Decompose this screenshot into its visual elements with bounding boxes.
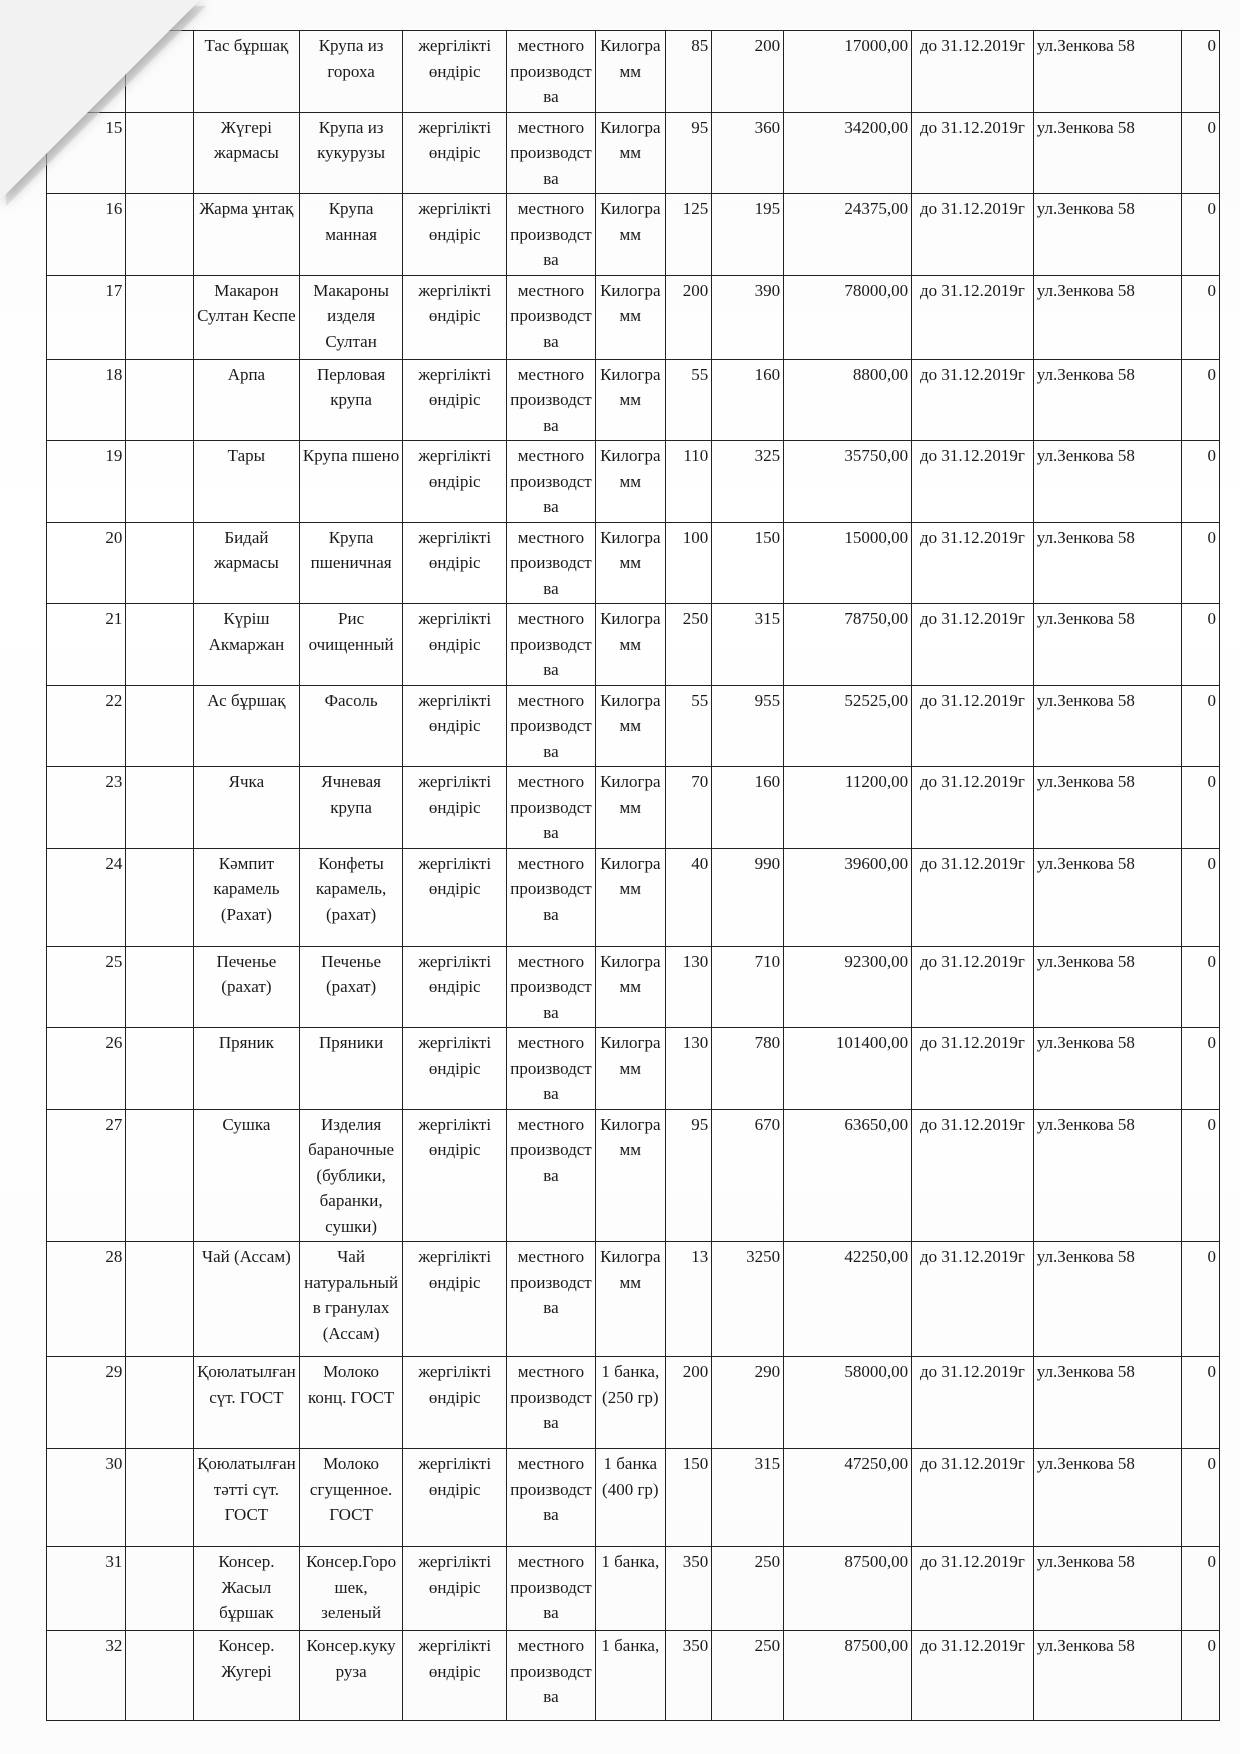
quantity: 200: [665, 275, 712, 359]
unit: Килограмм: [595, 441, 665, 523]
name-ru: Крупа из кукурузы: [299, 112, 403, 194]
origin-kz: жергілікті өндіріс: [403, 1109, 507, 1242]
last-value: 0: [1181, 112, 1219, 194]
unit-price: 200: [712, 31, 784, 113]
row-number: 23: [47, 767, 126, 849]
origin-ru: местного производства: [507, 194, 596, 276]
row-number: 24: [47, 848, 126, 946]
origin-ru: местного производства: [507, 848, 596, 946]
blank-cell: [126, 1028, 194, 1110]
name-ru: Фасоль: [299, 685, 403, 767]
last-value: 0: [1181, 604, 1219, 686]
row-number: 32: [47, 1631, 126, 1721]
origin-ru: местного производства: [507, 1547, 596, 1631]
origin-ru: местного производства: [507, 275, 596, 359]
last-value: 0: [1181, 1449, 1219, 1547]
row-number: 17: [47, 275, 126, 359]
total-sum: 35750,00: [784, 441, 912, 523]
deadline: до 31.12.2019г: [912, 1242, 1034, 1357]
origin-kz: жергілікті өндіріс: [403, 1242, 507, 1357]
name-kz: Қоюлатылған тәтті сүт. ГОСТ: [194, 1449, 300, 1547]
deadline: до 31.12.2019г: [912, 848, 1034, 946]
table-row: [47, 946, 1220, 1028]
total-sum: 17000,00: [784, 31, 912, 113]
quantity: 250: [665, 604, 712, 686]
delivery-address: ул.Зенкова 58: [1033, 848, 1181, 946]
name-ru: Печенье (рахат): [299, 946, 403, 1028]
unit: Килограмм: [595, 359, 665, 441]
deadline: до 31.12.2019г: [912, 194, 1034, 276]
origin-ru: местного производства: [507, 685, 596, 767]
blank-cell: [126, 1449, 194, 1547]
deadline: до 31.12.2019г: [912, 1028, 1034, 1110]
blank-cell: [126, 848, 194, 946]
row-number: 31: [47, 1547, 126, 1631]
unit-price: 360: [712, 112, 784, 194]
table-row: [47, 1631, 1220, 1721]
origin-ru: местного производства: [507, 946, 596, 1028]
blank-cell: [126, 685, 194, 767]
total-sum: 8800,00: [784, 359, 912, 441]
origin-kz: жергілікті өндіріс: [403, 685, 507, 767]
quantity: 95: [665, 1109, 712, 1242]
quantity: 110: [665, 441, 712, 523]
deadline: до 31.12.2019г: [912, 1449, 1034, 1547]
origin-kz: жергілікті өндіріс: [403, 522, 507, 604]
unit-price: 955: [712, 685, 784, 767]
table-row: [47, 685, 1220, 767]
total-sum: 34200,00: [784, 112, 912, 194]
blank-cell: [126, 946, 194, 1028]
unit-price: 160: [712, 767, 784, 849]
unit: Килограмм: [595, 194, 665, 276]
quantity: 350: [665, 1547, 712, 1631]
name-kz: Консер. Жасыл бұршак: [194, 1547, 300, 1631]
delivery-address: ул.Зенкова 58: [1033, 946, 1181, 1028]
quantity: 130: [665, 1028, 712, 1110]
unit: 1 банка (400 гр): [595, 1449, 665, 1547]
last-value: 0: [1181, 848, 1219, 946]
total-sum: 63650,00: [784, 1109, 912, 1242]
table-row: [47, 31, 1220, 113]
name-ru: Крупа пшено: [299, 441, 403, 523]
last-value: 0: [1181, 685, 1219, 767]
row-number: 16: [47, 194, 126, 276]
unit: Килограмм: [595, 767, 665, 849]
table-row: [47, 1357, 1220, 1449]
origin-ru: местного производства: [507, 359, 596, 441]
total-sum: 15000,00: [784, 522, 912, 604]
total-sum: 92300,00: [784, 946, 912, 1028]
last-value: 0: [1181, 522, 1219, 604]
delivery-address: ул.Зенкова 58: [1033, 685, 1181, 767]
unit: Килограмм: [595, 522, 665, 604]
origin-ru: местного производства: [507, 1028, 596, 1110]
name-kz: Ас бұршақ: [194, 685, 300, 767]
total-sum: 87500,00: [784, 1547, 912, 1631]
delivery-address: ул.Зенкова 58: [1033, 1028, 1181, 1110]
blank-cell: [126, 275, 194, 359]
name-ru: Молоко сгущенное. ГОСТ: [299, 1449, 403, 1547]
delivery-address: ул.Зенкова 58: [1033, 441, 1181, 523]
row-number: 20: [47, 522, 126, 604]
deadline: до 31.12.2019г: [912, 441, 1034, 523]
deadline: до 31.12.2019г: [912, 604, 1034, 686]
row-number: 25: [47, 946, 126, 1028]
row-number: 28: [47, 1242, 126, 1357]
name-kz: Арпа: [194, 359, 300, 441]
name-ru: Крупа из гороха: [299, 31, 403, 113]
origin-kz: жергілікті өндіріс: [403, 604, 507, 686]
table-row: [47, 522, 1220, 604]
deadline: до 31.12.2019г: [912, 1109, 1034, 1242]
row-number: 19: [47, 441, 126, 523]
unit-price: 670: [712, 1109, 784, 1242]
name-ru: Консер.Горошек, зеленый: [299, 1547, 403, 1631]
last-value: 0: [1181, 441, 1219, 523]
table-row: [47, 441, 1220, 523]
origin-ru: местного производства: [507, 604, 596, 686]
last-value: 0: [1181, 1242, 1219, 1357]
quantity: 150: [665, 1449, 712, 1547]
quantity: 40: [665, 848, 712, 946]
unit-price: 195: [712, 194, 784, 276]
total-sum: 58000,00: [784, 1357, 912, 1449]
deadline: до 31.12.2019г: [912, 1547, 1034, 1631]
unit: Килограмм: [595, 1242, 665, 1357]
last-value: 0: [1181, 359, 1219, 441]
row-number: 22: [47, 685, 126, 767]
deadline: до 31.12.2019г: [912, 112, 1034, 194]
name-ru: Чай натуральный в гранулах (Ассам): [299, 1242, 403, 1357]
deadline: до 31.12.2019г: [912, 767, 1034, 849]
unit-price: 315: [712, 1449, 784, 1547]
name-ru: Конфеты карамель, (рахат): [299, 848, 403, 946]
unit: 1 банка, (250 гр): [595, 1357, 665, 1449]
total-sum: 24375,00: [784, 194, 912, 276]
quantity: 55: [665, 359, 712, 441]
origin-ru: местного производства: [507, 767, 596, 849]
delivery-address: ул.Зенкова 58: [1033, 1109, 1181, 1242]
procurement-table: [46, 30, 1220, 1721]
table-row: [47, 275, 1220, 359]
origin-ru: местного производства: [507, 1449, 596, 1547]
unit-price: 290: [712, 1357, 784, 1449]
name-kz: Жарма ұнтақ: [194, 194, 300, 276]
name-kz: Ячка: [194, 767, 300, 849]
origin-ru: местного производства: [507, 1357, 596, 1449]
name-ru: Рис очищенный: [299, 604, 403, 686]
table-row: [47, 1028, 1220, 1110]
unit-price: 160: [712, 359, 784, 441]
quantity: 85: [665, 31, 712, 113]
table-row: [47, 1547, 1220, 1631]
blank-cell: [126, 1547, 194, 1631]
blank-cell: [126, 522, 194, 604]
name-ru: Перловая крупа: [299, 359, 403, 441]
unit: 1 банка,: [595, 1547, 665, 1631]
delivery-address: ул.Зенкова 58: [1033, 31, 1181, 113]
unit: Килограмм: [595, 946, 665, 1028]
total-sum: 78750,00: [784, 604, 912, 686]
quantity: 350: [665, 1631, 712, 1721]
name-kz: Чай (Ассам): [194, 1242, 300, 1357]
table-row: [47, 848, 1220, 946]
row-number: 21: [47, 604, 126, 686]
origin-ru: местного производства: [507, 1109, 596, 1242]
name-kz: Күріш Акмаржан: [194, 604, 300, 686]
origin-ru: местного производства: [507, 522, 596, 604]
delivery-address: ул.Зенкова 58: [1033, 604, 1181, 686]
unit-price: 250: [712, 1547, 784, 1631]
unit: Килограмм: [595, 604, 665, 686]
origin-ru: местного производства: [507, 1631, 596, 1721]
deadline: до 31.12.2019г: [912, 359, 1034, 441]
delivery-address: ул.Зенкова 58: [1033, 522, 1181, 604]
origin-ru: местного производства: [507, 112, 596, 194]
delivery-address: ул.Зенкова 58: [1033, 1449, 1181, 1547]
origin-kz: жергілікті өндіріс: [403, 275, 507, 359]
origin-kz: жергілікті өндіріс: [403, 359, 507, 441]
last-value: 0: [1181, 31, 1219, 113]
blank-cell: [126, 1242, 194, 1357]
quantity: 13: [665, 1242, 712, 1357]
delivery-address: ул.Зенкова 58: [1033, 1242, 1181, 1357]
total-sum: 39600,00: [784, 848, 912, 946]
last-value: 0: [1181, 275, 1219, 359]
total-sum: 87500,00: [784, 1631, 912, 1721]
origin-kz: жергілікті өндіріс: [403, 1631, 507, 1721]
unit-price: 710: [712, 946, 784, 1028]
name-kz: Тас бұршақ: [194, 31, 300, 113]
page-fold-corner: [0, 0, 200, 200]
row-number: 27: [47, 1109, 126, 1242]
name-kz: Сушка: [194, 1109, 300, 1242]
name-ru: Крупа пшеничная: [299, 522, 403, 604]
last-value: 0: [1181, 1109, 1219, 1242]
name-kz: Кәмпит карамель (Рахат): [194, 848, 300, 946]
last-value: 0: [1181, 1028, 1219, 1110]
origin-kz: жергілікті өндіріс: [403, 1357, 507, 1449]
unit: 1 банка,: [595, 1631, 665, 1721]
total-sum: 52525,00: [784, 685, 912, 767]
name-kz: Бидай жармасы: [194, 522, 300, 604]
deadline: до 31.12.2019г: [912, 1357, 1034, 1449]
name-ru: Макароны изделя Султан: [299, 275, 403, 359]
total-sum: 11200,00: [784, 767, 912, 849]
unit: Килограмм: [595, 1028, 665, 1110]
origin-kz: жергілікті өндіріс: [403, 31, 507, 113]
origin-kz: жергілікті өндіріс: [403, 946, 507, 1028]
origin-kz: жергілікті өндіріс: [403, 112, 507, 194]
table-row: [47, 1449, 1220, 1547]
quantity: 130: [665, 946, 712, 1028]
delivery-address: ул.Зенкова 58: [1033, 1547, 1181, 1631]
name-ru: Консер.кукуруза: [299, 1631, 403, 1721]
blank-cell: [126, 767, 194, 849]
origin-kz: жергілікті өндіріс: [403, 1028, 507, 1110]
blank-cell: [126, 1109, 194, 1242]
row-number: 29: [47, 1357, 126, 1449]
quantity: 55: [665, 685, 712, 767]
total-sum: 101400,00: [784, 1028, 912, 1110]
last-value: 0: [1181, 946, 1219, 1028]
unit-price: 250: [712, 1631, 784, 1721]
name-kz: Пряник: [194, 1028, 300, 1110]
table-row: [47, 604, 1220, 686]
quantity: 125: [665, 194, 712, 276]
deadline: до 31.12.2019г: [912, 522, 1034, 604]
delivery-address: ул.Зенкова 58: [1033, 275, 1181, 359]
last-value: 0: [1181, 767, 1219, 849]
table-row: [47, 194, 1220, 276]
name-kz: Қоюлатылған сүт. ГОСТ: [194, 1357, 300, 1449]
delivery-address: ул.Зенкова 58: [1033, 767, 1181, 849]
blank-cell: [126, 604, 194, 686]
name-kz: Тары: [194, 441, 300, 523]
unit: Килограмм: [595, 31, 665, 113]
blank-cell: [126, 441, 194, 523]
delivery-address: ул.Зенкова 58: [1033, 112, 1181, 194]
origin-kz: жергілікті өндіріс: [403, 1547, 507, 1631]
name-ru: Ячневая крупа: [299, 767, 403, 849]
unit: Килограмм: [595, 685, 665, 767]
unit: Килограмм: [595, 112, 665, 194]
unit-price: 150: [712, 522, 784, 604]
name-ru: Изделия бараночные (бублики, баранки, сушки): [299, 1109, 403, 1242]
deadline: до 31.12.2019г: [912, 685, 1034, 767]
quantity: 70: [665, 767, 712, 849]
table-row: [47, 1242, 1220, 1357]
table-row: [47, 1109, 1220, 1242]
row-number: 26: [47, 1028, 126, 1110]
table-row: [47, 767, 1220, 849]
origin-kz: жергілікті өндіріс: [403, 848, 507, 946]
origin-kz: жергілікті өндіріс: [403, 767, 507, 849]
quantity: 200: [665, 1357, 712, 1449]
name-kz: Печенье (рахат): [194, 946, 300, 1028]
blank-cell: [126, 359, 194, 441]
last-value: 0: [1181, 1631, 1219, 1721]
delivery-address: ул.Зенкова 58: [1033, 359, 1181, 441]
last-value: 0: [1181, 1357, 1219, 1449]
deadline: до 31.12.2019г: [912, 946, 1034, 1028]
blank-cell: [126, 1631, 194, 1721]
unit: Килограмм: [595, 848, 665, 946]
table-body: [47, 31, 1220, 1721]
name-kz: Жүгері жармасы: [194, 112, 300, 194]
origin-kz: жергілікті өндіріс: [403, 1449, 507, 1547]
unit: Килограмм: [595, 275, 665, 359]
name-ru: Пряники: [299, 1028, 403, 1110]
delivery-address: ул.Зенкова 58: [1033, 1631, 1181, 1721]
origin-kz: жергілікті өндіріс: [403, 441, 507, 523]
table-row: [47, 359, 1220, 441]
row-number: 15: [47, 112, 126, 194]
last-value: 0: [1181, 194, 1219, 276]
unit: Килограмм: [595, 1109, 665, 1242]
unit-price: 390: [712, 275, 784, 359]
blank-cell: [126, 1357, 194, 1449]
total-sum: 47250,00: [784, 1449, 912, 1547]
origin-kz: жергілікті өндіріс: [403, 194, 507, 276]
deadline: до 31.12.2019г: [912, 275, 1034, 359]
unit-price: 780: [712, 1028, 784, 1110]
unit-price: 3250: [712, 1242, 784, 1357]
deadline: до 31.12.2019г: [912, 31, 1034, 113]
origin-ru: местного производства: [507, 31, 596, 113]
name-kz: Макарон Султан Кеспе: [194, 275, 300, 359]
unit-price: 315: [712, 604, 784, 686]
row-number: 30: [47, 1449, 126, 1547]
name-ru: Крупа манная: [299, 194, 403, 276]
unit-price: 325: [712, 441, 784, 523]
origin-ru: местного производства: [507, 1242, 596, 1357]
quantity: 100: [665, 522, 712, 604]
quantity: 95: [665, 112, 712, 194]
name-ru: Молоко конц. ГОСТ: [299, 1357, 403, 1449]
delivery-address: ул.Зенкова 58: [1033, 194, 1181, 276]
total-sum: 78000,00: [784, 275, 912, 359]
origin-ru: местного производства: [507, 441, 596, 523]
deadline: до 31.12.2019г: [912, 1631, 1034, 1721]
unit-price: 990: [712, 848, 784, 946]
delivery-address: ул.Зенкова 58: [1033, 1357, 1181, 1449]
name-kz: Консер. Жугері: [194, 1631, 300, 1721]
table-row: [47, 112, 1220, 194]
last-value: 0: [1181, 1547, 1219, 1631]
row-number: 18: [47, 359, 126, 441]
total-sum: 42250,00: [784, 1242, 912, 1357]
